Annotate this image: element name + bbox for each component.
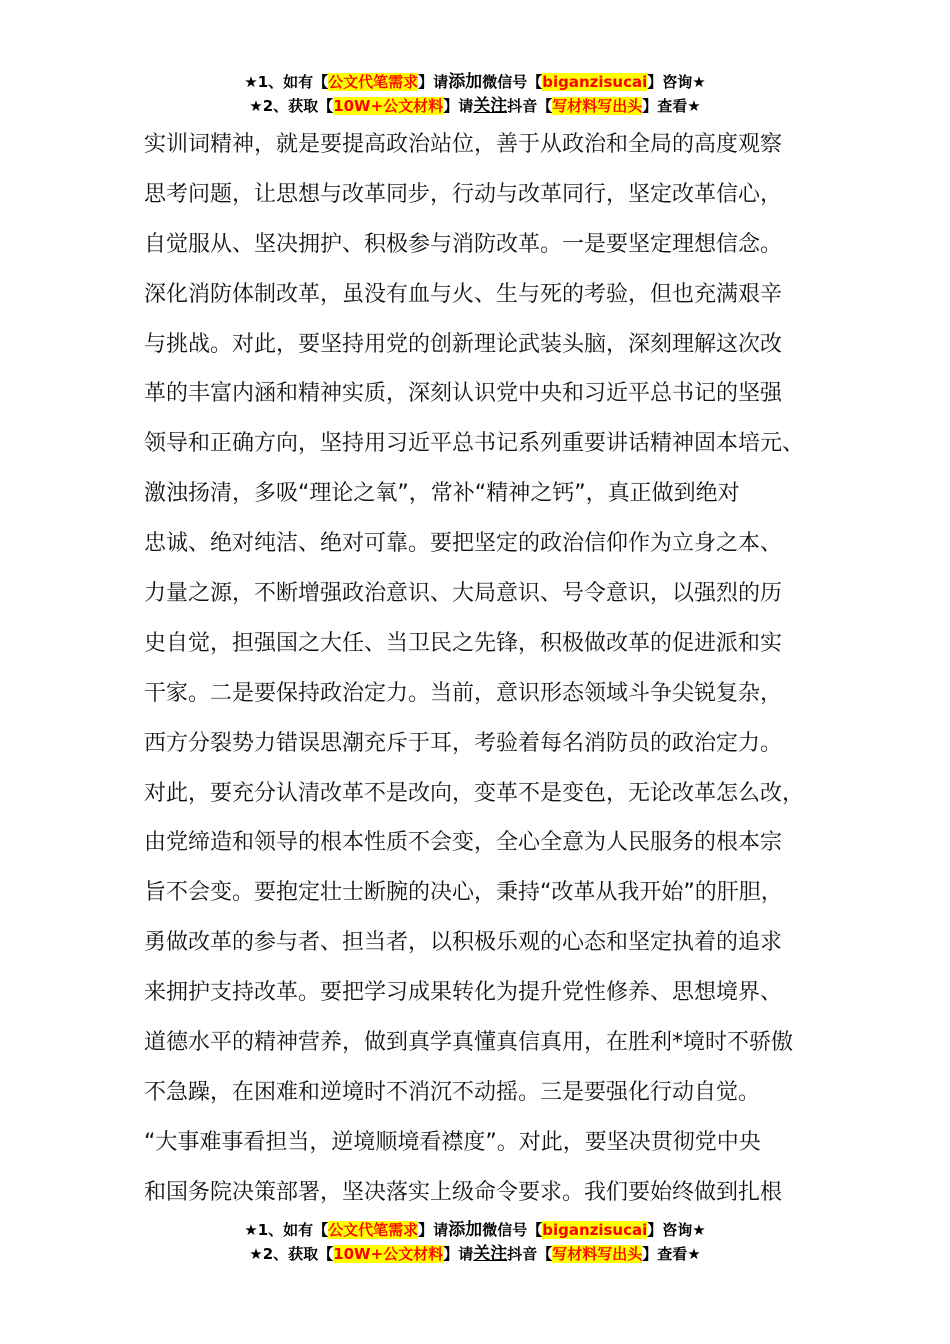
highlight-service: 公文代笔需求 — [328, 73, 419, 91]
body-line: 道德水平的精神营养，做到真学真懂真信真用，在胜利*境时不骄傲 — [144, 1030, 794, 1056]
header-line-2: ★2、获取【10W+公文材料】请关注抖音【写材料写出头】查看★ — [249, 96, 701, 116]
body-line: 忠诚、绝对纯洁、绝对可靠。要把坚定的政治信仰作为立身之本、 — [144, 531, 783, 557]
highlight-douyin: 写材料写出头 — [552, 1245, 643, 1263]
body-line: 与挑战。对此，要坚持用党的创新理论武装头脑，深刻理解这次改 — [144, 331, 783, 357]
footer-line-2: ★2、获取【10W+公文材料】请关注抖音【写材料写出头】查看★ — [249, 1244, 701, 1264]
body-line: “大事难事看担当，逆境顺境看襟度”。对此，要坚决贯彻党中央 — [144, 1129, 761, 1155]
highlight-wechat-id: biganzisucai — [542, 1221, 648, 1239]
highlight-douyin: 写材料写出头 — [552, 97, 643, 115]
document-body — [144, 120, 834, 1218]
body-line: 力量之源，不断增强政治意识、大局意识、号令意识，以强烈的历 — [144, 581, 783, 607]
footer-line-1: ★1、如有【公文代笔需求】请添加微信号【biganzisucai】咨询★ — [244, 1220, 706, 1240]
body-line: 干家。二是要保持政治定力。当前，意识形态领域斗争尖锐复杂， — [144, 680, 783, 706]
body-line: 深化消防体制改革，虽没有血与火、生与死的考验，但也充满艰辛 — [144, 281, 783, 307]
highlight-materials: 10W+公文材料 — [333, 97, 444, 115]
body-line: 自觉服从、坚决拥护、积极参与消防改革。一是要坚定理想信念。 — [144, 231, 783, 257]
body-line: 和国务院决策部署，坚决落实上级命令要求。我们要始终做到扎根 — [144, 1179, 783, 1205]
footer-banner — [0, 1218, 950, 1266]
body-line: 激浊扬清，多吸“理论之氧”，常补“精神之钙”，真正做到绝对 — [144, 481, 740, 507]
body-line: 西方分裂势力错误思潮充斥于耳，考验着每名消防员的政治定力。 — [144, 730, 783, 756]
body-line: 对此，要充分认清改革不是改向，变革不是变色，无论改革怎么改， — [144, 780, 805, 806]
body-line: 不急躁，在困难和逆境时不消沉不动摇。三是要强化行动自觉。 — [144, 1079, 761, 1105]
body-line: 旨不会变。要抱定壮士断腕的决心，秉持“改革从我开始”的肝胆， — [144, 880, 783, 906]
header-line-1: ★1、如有【公文代笔需求】请添加微信号【biganzisucai】咨询★ — [244, 72, 706, 92]
body-line: 思考问题，让思想与改革同步，行动与改革同行，坚定改革信心， — [144, 181, 783, 207]
header-banner — [0, 70, 950, 118]
body-line: 实训词精神，就是要提高政治站位，善于从政治和全局的高度观察 — [144, 132, 783, 157]
highlight-wechat-id: biganzisucai — [542, 73, 648, 91]
body-line: 来拥护支持改革。要把学习成果转化为提升党性修养、思想境界、 — [144, 980, 783, 1006]
highlight-materials: 10W+公文材料 — [333, 1245, 444, 1263]
body-line: 由党缔造和领导的根本性质不会变，全心全意为人民服务的根本宗 — [144, 830, 783, 856]
body-line: 领导和正确方向，坚持用习近平总书记系列重要讲话精神固本培元、 — [144, 431, 805, 457]
body-line: 史自觉，担强国之大任、当卫民之先锋，积极做改革的促进派和实 — [144, 630, 783, 656]
highlight-service: 公文代笔需求 — [328, 1221, 419, 1239]
body-line: 勇做改革的参与者、担当者，以积极乐观的心态和坚定执着的追求 — [144, 930, 783, 956]
body-line: 革的丰富内涵和精神实质，深刻认识党中央和习近平总书记的坚强 — [144, 381, 783, 407]
